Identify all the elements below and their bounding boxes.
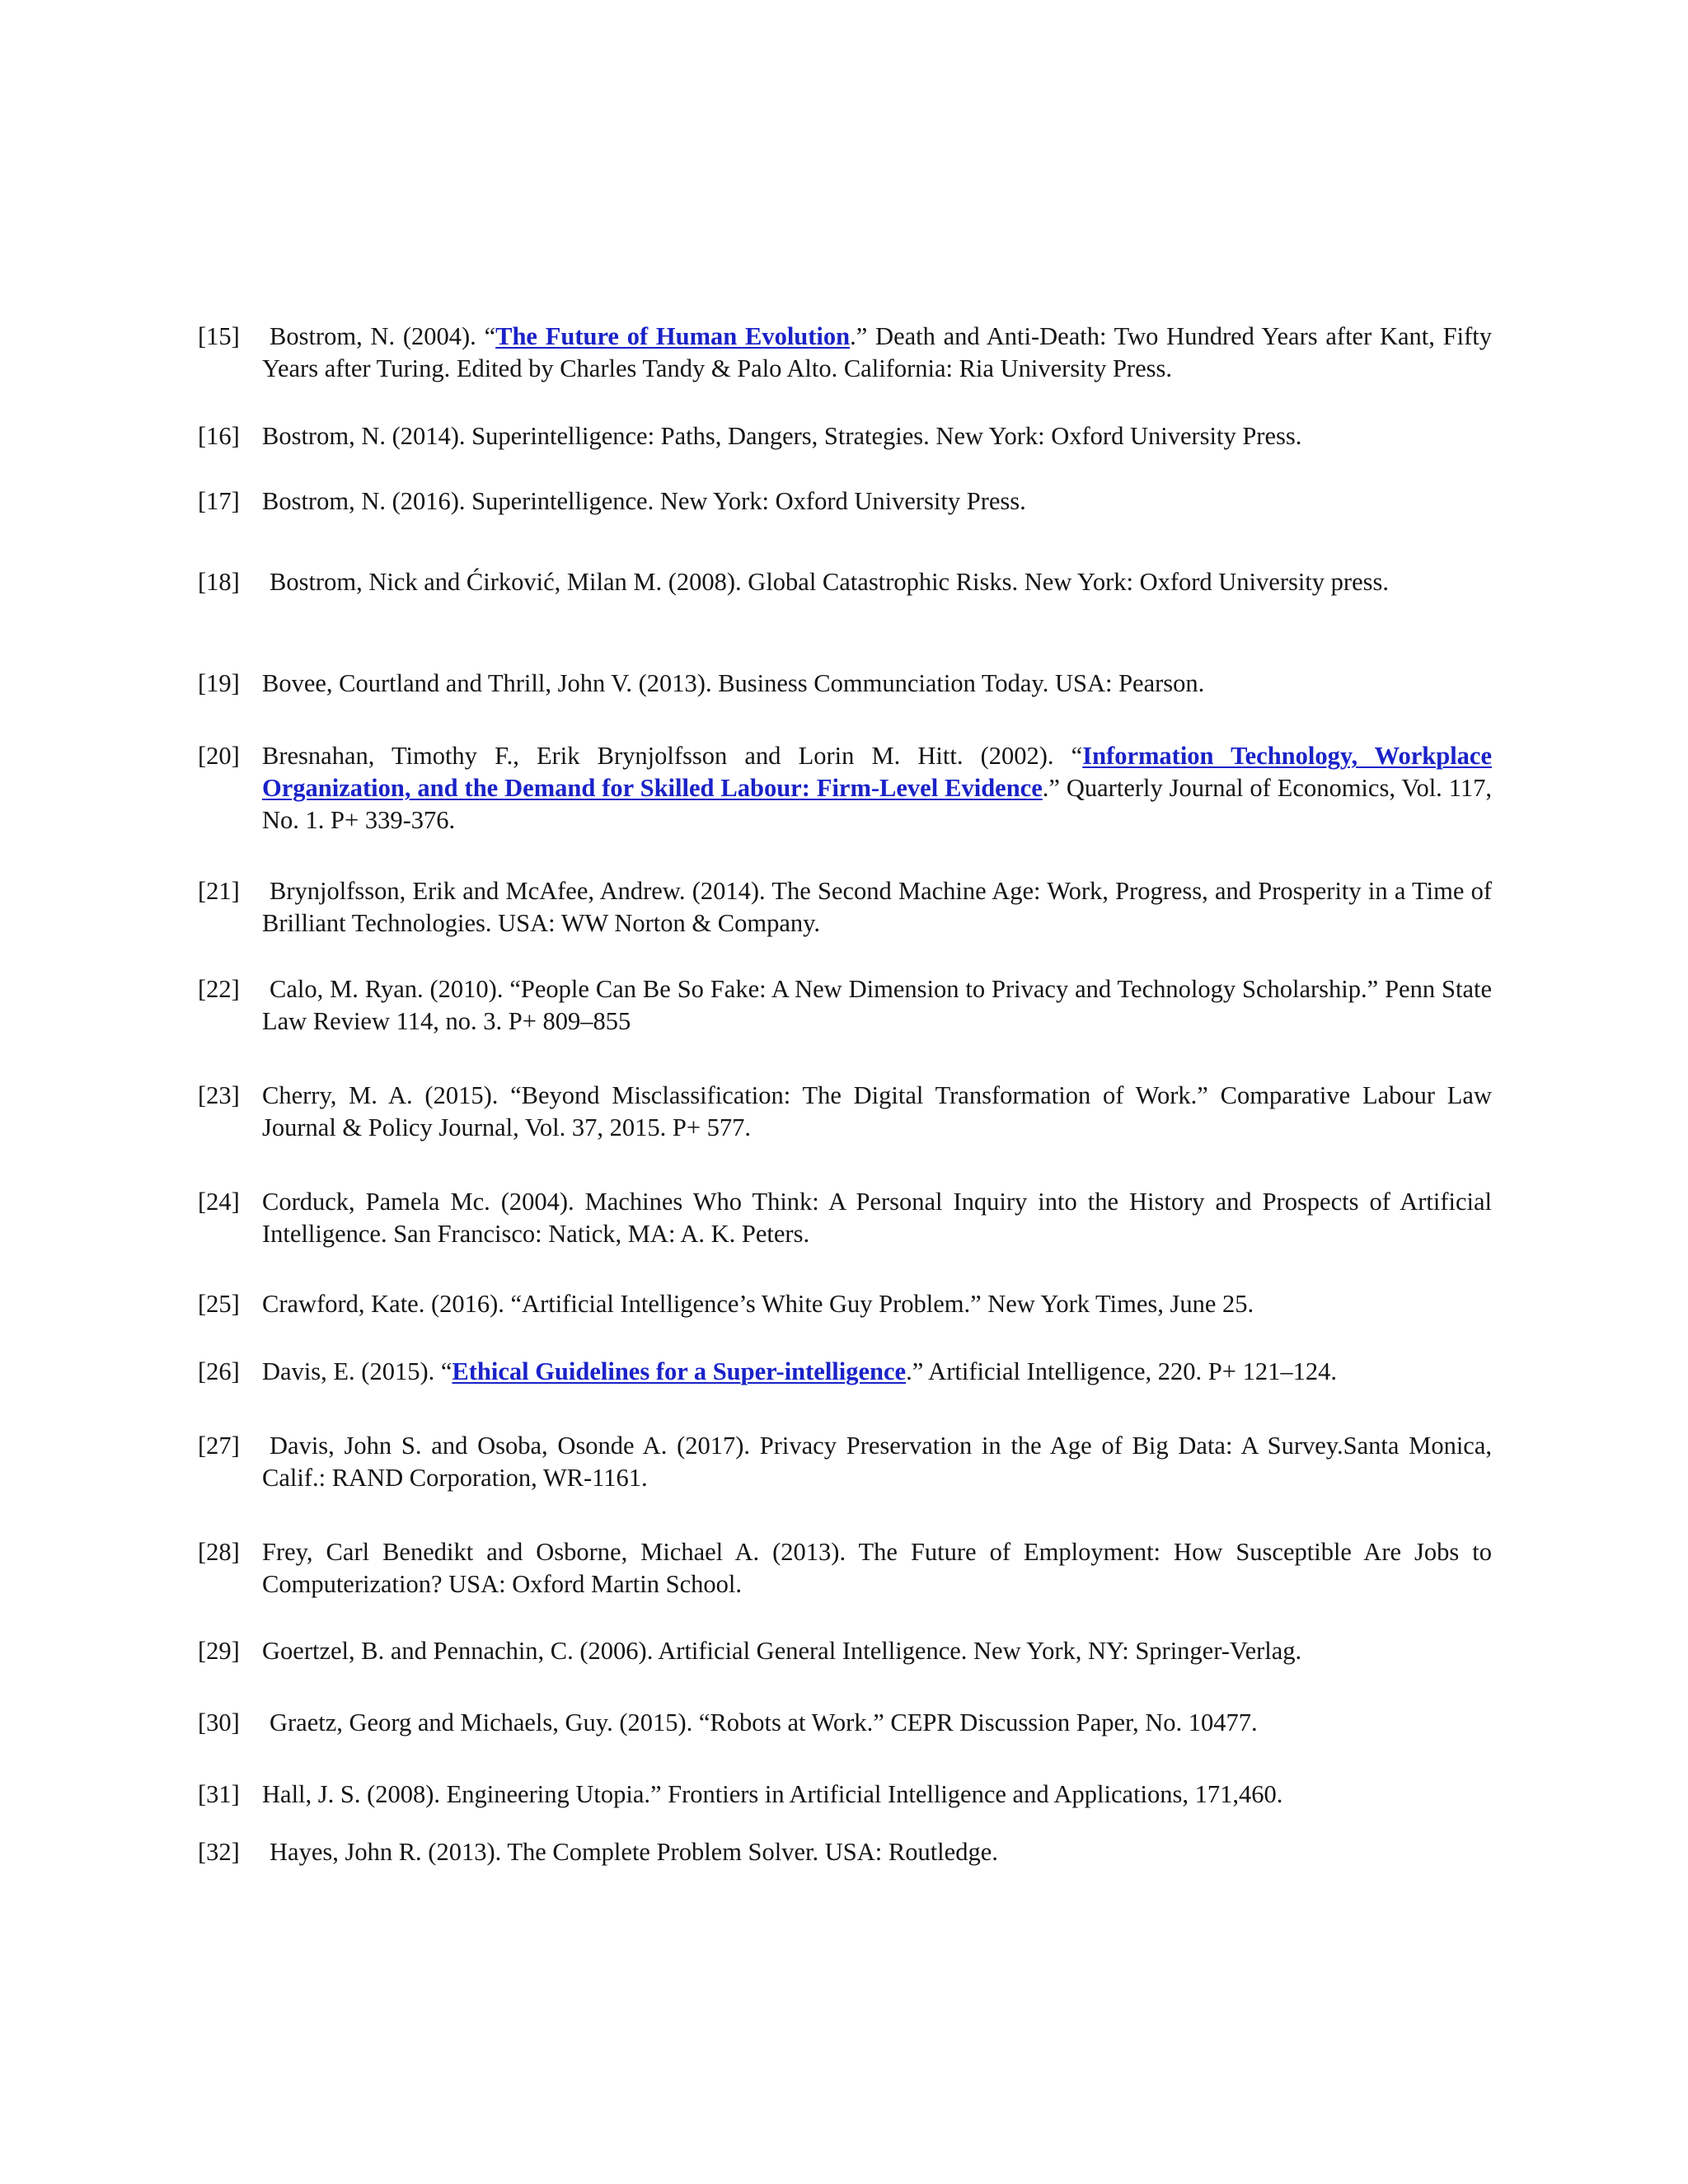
reference-number: [31] xyxy=(198,1780,240,1808)
reference-number: [16] xyxy=(198,422,240,450)
reference-number: [23] xyxy=(198,1081,240,1109)
reference-text: Goertzel, B. and Pennachin, C. (2006). Artificial General Intelligence. New York, NY: Springer-Verlag. xyxy=(262,1637,1302,1665)
reference-number: [24] xyxy=(198,1188,240,1216)
reference-21 xyxy=(198,875,1492,940)
reference-text: Cherry, M. A. (2015). “Beyond Misclassification: The Digital Transformation of Work.” Comparative Labour Law Journal & Policy Journal, Vol. 37, 2015. P+ 577. xyxy=(262,1081,1492,1141)
reference-text: Bresnahan, Timothy F., Erik Brynjolfsson and Lorin M. Hitt. (2002). “Information Technology, Workplace Organization, and the Demand for Skilled Labour: Firm-Level Evidence.” Quarterly Journal of Economics, Vol. 117, No. 1. P+ 339-376. xyxy=(262,742,1492,834)
reference-23 xyxy=(198,1080,1492,1144)
reference-link[interactable]: Information Technology, Workplace Organization, and the Demand for Skilled Labour: Firm-Level Evidence xyxy=(262,742,1492,802)
reference-29 xyxy=(198,1635,1492,1667)
reference-link[interactable]: Ethical Guidelines for a Super-intelligence xyxy=(452,1357,907,1385)
reference-26 xyxy=(198,1356,1492,1388)
reference-number: [19] xyxy=(198,669,240,697)
reference-text: Hayes, John R. (2013). The Complete Problem Solver. USA: Routledge. xyxy=(270,1838,998,1866)
reference-number: [22] xyxy=(198,975,240,1003)
reference-link[interactable]: The Future of Human Evolution xyxy=(495,322,851,350)
reference-28 xyxy=(198,1536,1492,1601)
reference-number: [26] xyxy=(198,1357,240,1385)
reference-number: [30] xyxy=(198,1708,240,1736)
reference-number: [27] xyxy=(198,1432,240,1460)
reference-text: Davis, John S. and Osoba, Osonde A. (2017). Privacy Preservation in the Age of Big Data: A Survey.Santa Monica, Calif.: RAND Corporation, WR-1161. xyxy=(262,1432,1492,1492)
reference-24 xyxy=(198,1186,1492,1250)
reference-text: Frey, Carl Benedikt and Osborne, Michael A. (2013). The Future of Employment: How Susceptible Are Jobs to Computerization? USA: Oxford Martin School. xyxy=(262,1538,1492,1598)
reference-text: Bostrom, N. (2014). Superintelligence: Paths, Dangers, Strategies. New York: Oxford University Press. xyxy=(262,422,1302,450)
reference-text: Crawford, Kate. (2016). “Artificial Intelligence’s White Guy Problem.” New York Times, June 25. xyxy=(262,1290,1254,1318)
reference-18 xyxy=(198,566,1492,598)
reference-text: Calo, M. Ryan. (2010). “People Can Be So Fake: A New Dimension to Privacy and Technology Scholarship.” Penn State Law Review 114, no. 3. P+ 809–855 xyxy=(262,975,1492,1035)
reference-number: [21] xyxy=(198,877,240,905)
reference-text: Hall, J. S. (2008). Engineering Utopia.” Frontiers in Artificial Intelligence and Applications, 171,460. xyxy=(262,1780,1283,1808)
reference-22 xyxy=(198,973,1492,1038)
reference-16 xyxy=(198,420,1492,452)
reference-19 xyxy=(198,668,1492,700)
reference-text: Bostrom, N. (2004). “The Future of Human Evolution.” Death and Anti-Death: Two Hundred Years after Kant, Fifty Years after Turing. Edited by Charles Tandy & Palo Alto. California: Ria University Press. xyxy=(262,322,1492,382)
reference-number: [25] xyxy=(198,1290,240,1318)
reference-20 xyxy=(198,740,1492,837)
reference-text: Graetz, Georg and Michaels, Guy. (2015). “Robots at Work.” CEPR Discussion Paper, No. 10477. xyxy=(270,1708,1258,1736)
reference-text: Bostrom, Nick and Ćirković, Milan M. (2008). Global Catastrophic Risks. New York: Oxford University press. xyxy=(270,568,1389,596)
reference-17 xyxy=(198,485,1492,518)
reference-text: Davis, E. (2015). “Ethical Guidelines for a Super-intelligence.” Artificial Intelligence, 220. P+ 121–124. xyxy=(262,1357,1337,1385)
reference-27 xyxy=(198,1430,1492,1494)
reference-32 xyxy=(198,1836,1492,1868)
reference-text: Corduck, Pamela Mc. (2004). Machines Who Think: A Personal Inquiry into the History and Prospects of Artificial Intelligence. San Francisco: Natick, MA: A. K. Peters. xyxy=(262,1188,1492,1248)
reference-30 xyxy=(198,1707,1492,1739)
reference-number: [18] xyxy=(198,568,240,596)
reference-number: [17] xyxy=(198,487,240,515)
reference-number: [29] xyxy=(198,1637,240,1665)
reference-text: Brynjolfsson, Erik and McAfee, Andrew. (2014). The Second Machine Age: Work, Progress, and Prosperity in a Time of Brilliant Technologies. USA: WW Norton & Company. xyxy=(262,877,1492,937)
reference-number: [15] xyxy=(198,322,240,350)
reference-number: [32] xyxy=(198,1838,240,1866)
reference-25 xyxy=(198,1288,1492,1320)
reference-text: Bovee, Courtland and Thrill, John V. (2013). Business Communciation Today. USA: Pearson. xyxy=(262,669,1205,697)
reference-number: [28] xyxy=(198,1538,240,1566)
reference-number: [20] xyxy=(198,742,240,770)
reference-31 xyxy=(198,1779,1492,1811)
reference-15 xyxy=(198,321,1492,385)
reference-text: Bostrom, N. (2016). Superintelligence. New York: Oxford University Press. xyxy=(262,487,1026,515)
